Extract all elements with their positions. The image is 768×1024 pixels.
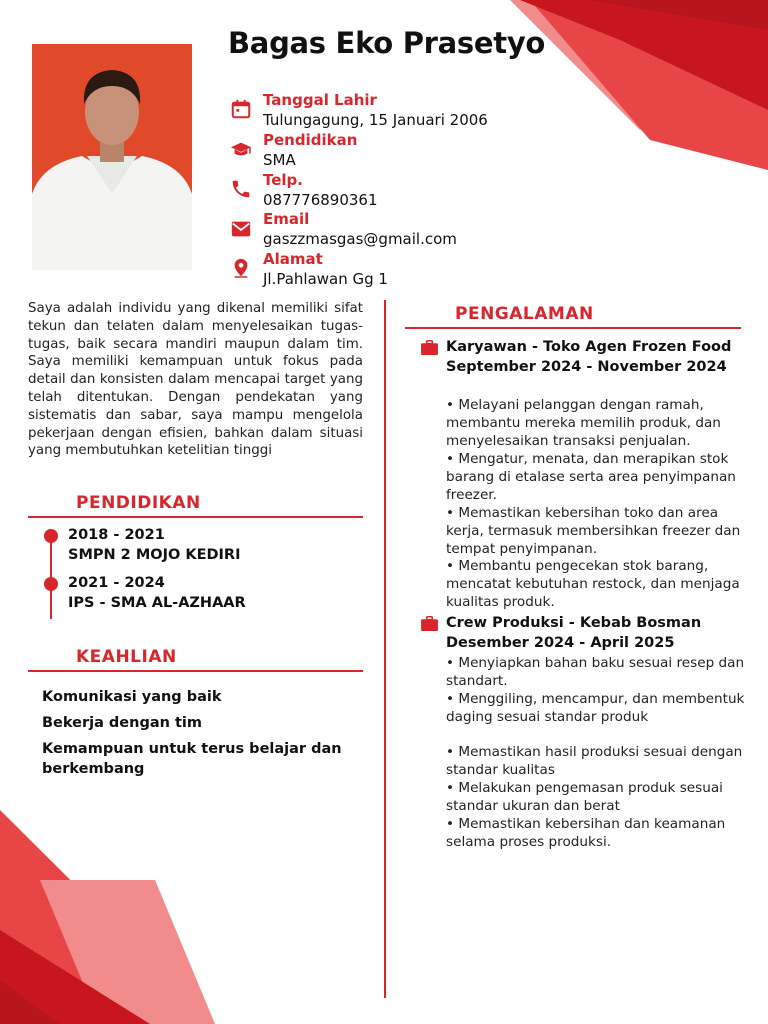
skills-rule [28, 670, 363, 672]
column-divider [384, 300, 386, 998]
education-label: Pendidikan [263, 131, 358, 149]
candidate-name: Bagas Eko Prasetyo [228, 26, 546, 60]
birth-label: Tanggal Lahir [263, 91, 377, 109]
education-school: SMPN 2 MOJO KEDIRI [68, 547, 241, 563]
skills-section-title: KEAHLIAN [76, 647, 177, 667]
job-title: Crew Produksi - Kebab Bosman [446, 615, 702, 631]
education-rule [28, 516, 363, 518]
job-duty: • Memastikan kebersihan toko dan area kerja, termasuk membersihkan freezer dan tempat penyimpanan. [446, 505, 741, 557]
email-label: Email [263, 210, 310, 228]
job-period: September 2024 - November 2024 [446, 359, 727, 375]
education-timeline [50, 533, 52, 619]
job-duty: • Melayani pelanggan dengan ramah, membantu mereka memilih produk, dan menyelesaikan transaksi penjualan. [446, 397, 721, 449]
education-years: 2021 - 2024 [68, 575, 165, 591]
skill-item: Komunikasi yang baik [42, 689, 222, 705]
education-value: SMA [263, 151, 296, 169]
graduation-cap-icon [230, 139, 252, 161]
email-icon [230, 218, 252, 240]
address-label: Alamat [263, 250, 323, 268]
job-duty: • Menyiapkan bahan baku sesuai resep dan standart. [446, 655, 745, 689]
person-silhouette-icon [32, 44, 192, 270]
job-duty: • Melakukan pengemasan produk sesuai standar ukuran dan berat [446, 780, 723, 814]
briefcase-icon [421, 616, 438, 631]
phone-label: Telp. [263, 171, 303, 189]
job-period: Desember 2024 - April 2025 [446, 635, 675, 651]
job-title: Karyawan - Toko Agen Frozen Food [446, 339, 732, 355]
bottom-left-decoration [0, 810, 220, 1024]
job-duty: • Memastikan hasil produksi sesuai dengan standar kualitas [446, 744, 743, 778]
job-duty: • Mengatur, menata, dan merapikan stok barang di etalase serta area penyimpanan freezer. [446, 451, 736, 503]
birth-value: Tulungagung, 15 Januari 2006 [263, 111, 488, 129]
education-school: IPS - SMA AL-AZHAAR [68, 595, 246, 611]
job-duty: • Menggiling, mencampur, dan membentuk daging sesuai standar produk [446, 691, 745, 725]
calendar-icon [230, 98, 252, 120]
email-value: gaszzmasgas@gmail.com [263, 230, 457, 248]
experience-rule [405, 327, 741, 329]
phone-value: 087776890361 [263, 191, 378, 209]
profile-photo [32, 44, 192, 270]
experience-section-title: PENGALAMAN [455, 304, 594, 324]
location-pin-icon [230, 257, 252, 279]
job-duty: • Memastikan kebersihan dan keamanan selama proses produksi. [446, 816, 726, 850]
phone-icon [230, 178, 252, 200]
timeline-dot [44, 529, 58, 543]
skill-item: Kemampuan untuk terus belajar dan berkembang [42, 741, 342, 777]
job-duty: • Membantu pengecekan stok barang, mencatat kebutuhan restock, dan menjaga kualitas produk. [446, 558, 740, 610]
skill-item: Bekerja dengan tim [42, 715, 203, 731]
education-section-title: PENDIDIKAN [76, 493, 201, 513]
profile-summary: Saya adalah individu yang dikenal memiliki sifat tekun dan telaten dalam menyelesaikan tugas-tugas, baik secara mandiri maupun dalam tim. Saya memiliki kemampuan untuk fokus pada detail dan konsisten dalam mencapai target yang telah ditentukan. Dengan pendekatan yang sistematis dan sabar, saya mampu mengelola pekerjaan dengan efisien, bahkan dalam situasi yang membutuhkan ketelitian tinggi [28, 301, 363, 459]
address-value: Jl.Pahlawan Gg 1 [263, 270, 388, 288]
timeline-dot [44, 577, 58, 591]
briefcase-icon [421, 340, 438, 355]
education-years: 2018 - 2021 [68, 527, 165, 543]
